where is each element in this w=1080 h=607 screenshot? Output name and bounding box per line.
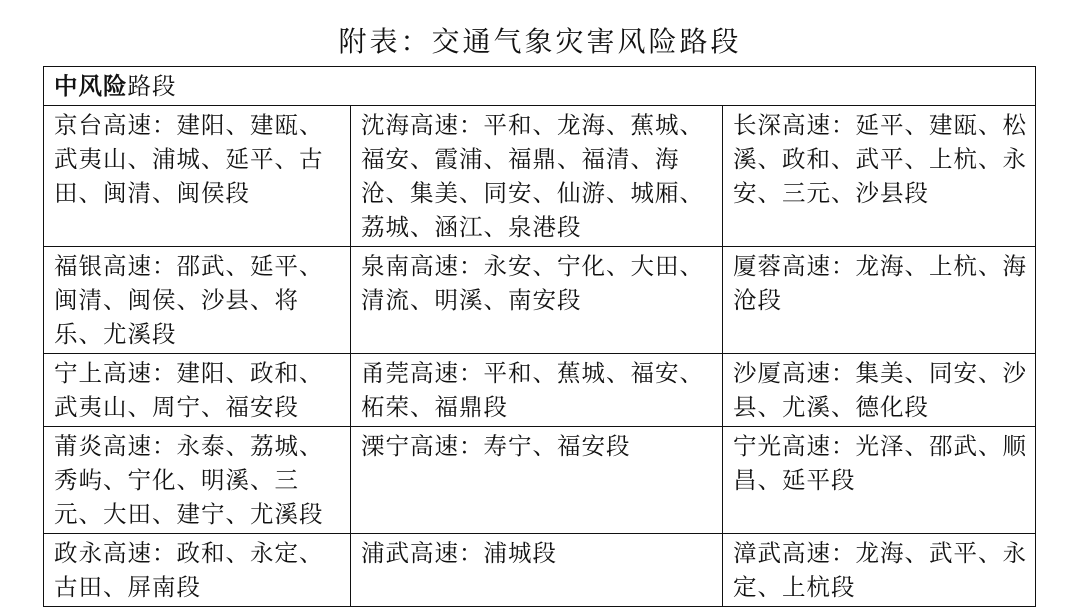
risk-road-table <box>43 66 1036 607</box>
table-cell: 甬莞高速：平和、蕉城、福安、柘荣、福鼎段 <box>351 354 723 427</box>
table-cell: 长深高速：延平、建瓯、松溪、政和、武平、上杭、永安、三元、沙县段 <box>723 106 1036 247</box>
table-cell: 漳武高速：龙海、武平、永定、上杭段 <box>723 534 1036 607</box>
table-row <box>44 106 1036 247</box>
table-row <box>44 534 1036 607</box>
risk-level-label: 中风险 <box>54 72 128 100</box>
table-cell: 厦蓉高速：龙海、上杭、海沧段 <box>723 247 1036 354</box>
page-title: 附表：交通气象灾害风险路段 <box>338 25 742 58</box>
table-cell: 沈海高速：平和、龙海、蕉城、福安、霞浦、福鼎、福清、海沧、集美、同安、仙游、城厢、荔城、涵江、泉港段 <box>351 106 723 247</box>
table-cell: 京台高速：建阳、建瓯、武夷山、浦城、延平、古田、闽清、闽侯段 <box>44 106 351 247</box>
table-row <box>44 427 1036 534</box>
table-cell: 沙厦高速：集美、同安、沙县、尤溪、德化段 <box>723 354 1036 427</box>
table-cell: 莆炎高速：永泰、荔城、秀屿、宁化、明溪、三元、大田、建宁、尤溪段 <box>44 427 351 534</box>
table-cell: 政永高速：政和、永定、古田、屏南段 <box>44 534 351 607</box>
table-cell: 福银高速：邵武、延平、闽清、闽侯、沙县、将乐、尤溪段 <box>44 247 351 354</box>
table-cell: 宁光高速：光泽、邵武、顺昌、延平段 <box>723 427 1036 534</box>
table-cell: 泉南高速：永安、宁化、大田、清流、明溪、南安段 <box>351 247 723 354</box>
table-cell: 浦武高速：浦城段 <box>351 534 723 607</box>
table-header-cell <box>44 67 1036 106</box>
table-row <box>44 247 1036 354</box>
table-row <box>44 354 1036 427</box>
table-cell: 溧宁高速：寿宁、福安段 <box>351 427 723 534</box>
table-cell: 宁上高速：建阳、政和、武夷山、周宁、福安段 <box>44 354 351 427</box>
table-header-row <box>44 67 1036 106</box>
risk-level-suffix: 路段 <box>127 72 177 100</box>
